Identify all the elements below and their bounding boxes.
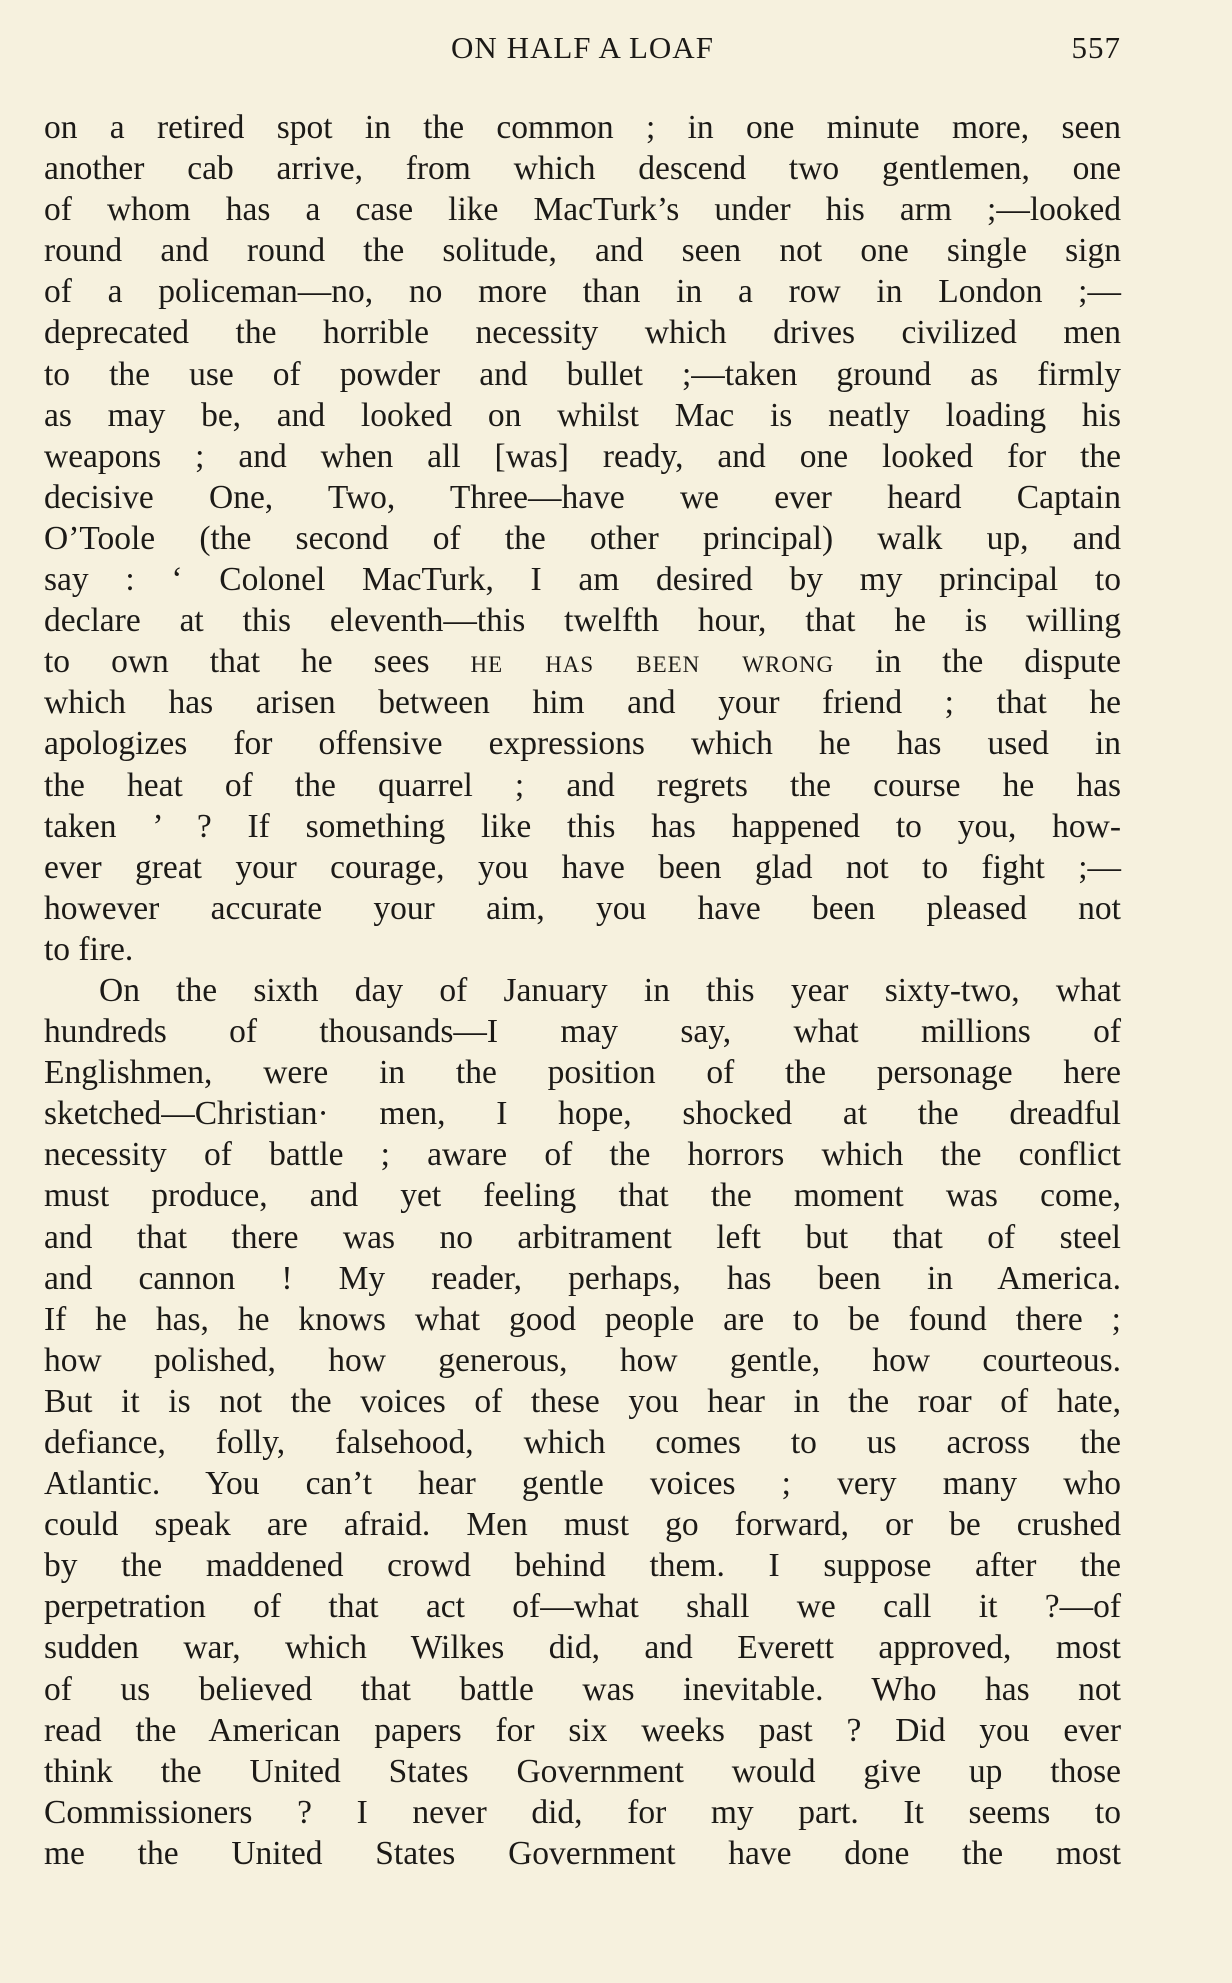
text-line: taken ’ ? If something like this has happened to you, how- [44,807,1121,845]
text-line: as may be, and looked on whilst Mac is neatly loading his [44,396,1121,434]
text-line: ever great your courage, you have been glad not to fight ;— [44,848,1121,886]
text-line: think the United States Government would give up those [44,1752,1121,1790]
text-line: to the use of powder and bullet ;—taken ground as firmly [44,355,1121,393]
text-line: and cannon ! My reader, perhaps, has been in America. [44,1259,1121,1297]
text-line: perpetration of that act of—what shall we call it ?—of [44,1588,1121,1626]
text-line: Englishmen, were in the position of the personage here [44,1054,1121,1092]
text-line: say : ‘ Colonel MacTurk, I am desired by my principal to [44,561,1121,599]
text-line: could speak are afraid. Men must go forward, or be crushed [44,1506,1121,1544]
line-text-after: in the dispute [834,643,1121,681]
text-line: Atlantic. You can’t hear gentle voices ; very many who [44,1465,1121,1503]
paragraph-end-line: to fire. [44,930,134,968]
text-line: another cab arrive, from which descend two gentlemen, one [44,150,1121,188]
text-line: how polished, how generous, how gentle, how courteous. [44,1341,1121,1379]
text-line: however accurate your aim, you have been pleased not [44,889,1121,927]
running-title: ON HALF A LOAF [451,30,714,65]
text-line: must produce, and yet feeling that the moment was come, [44,1177,1121,1215]
text-line: Commissioners ? I never did, for my part. It seems to [44,1793,1121,1831]
text-line: which has arisen between him and your friend ; that he [44,684,1121,722]
text-line: apologizes for offensive expressions which he has used in [44,725,1121,763]
text-line: sketched—Christian· men, I hope, shocked at the dreadful [44,1095,1121,1133]
text-line: of a policeman—no, no more than in a row in London ;— [44,273,1121,311]
text-line-with-small-caps [44,641,1121,682]
text-line: necessity of battle ; aware of the horrors which the conflict [44,1136,1121,1174]
paragraph-start-line: On the sixth day of January in this year sixty-two, what [99,971,1121,1009]
text-line: sudden war, which Wilkes did, and Everett approved, most [44,1629,1121,1667]
running-head [44,30,1121,70]
text-line: O’Toole (the second of the other principal) walk up, and [44,519,1121,557]
text-line: defiance, folly, falsehood, which comes to us across the [44,1424,1121,1461]
text-line: hundreds of thousands—I may say, what millions of [44,1013,1121,1051]
text-line: deprecated the horrible necessity which drives civilized men [44,314,1121,352]
page-number: 557 [1071,30,1121,65]
text-line: of whom has a case like MacTurk’s under his arm ;—looked [44,191,1121,229]
text-line: on a retired spot in the common ; in one minute more, seen [44,109,1121,146]
text-line: decisive One, Two, Three—have we ever heard Captain [44,478,1121,516]
text-line: declare at this eleventh—this twelfth hour, that he is willing [44,602,1121,640]
small-caps-emphasis: he has been wrong [470,643,835,681]
text-line: the heat of the quarrel ; and regrets the course he has [44,766,1121,804]
text-line: round and round the solitude, and seen not one single sign [44,232,1121,270]
line-text-before: to own that he sees [44,643,471,681]
text-line: of us believed that battle was inevitable. Who has not [44,1670,1121,1708]
text-line: and that there was no arbitrament left but that of steel [44,1218,1121,1256]
text-line: me the United States Government have done the most [44,1834,1121,1872]
text-line: But it is not the voices of these you hear in the roar of hate, [44,1382,1121,1420]
text-line: read the American papers for six weeks past ? Did you ever [44,1711,1121,1749]
text-line: If he has, he knows what good people are to be found there ; [44,1300,1121,1338]
body-text [44,107,1121,1874]
text-line: weapons ; and when all [was] ready, and one looked for the [44,437,1121,475]
text-line: by the maddened crowd behind them. I suppose after the [44,1547,1121,1585]
